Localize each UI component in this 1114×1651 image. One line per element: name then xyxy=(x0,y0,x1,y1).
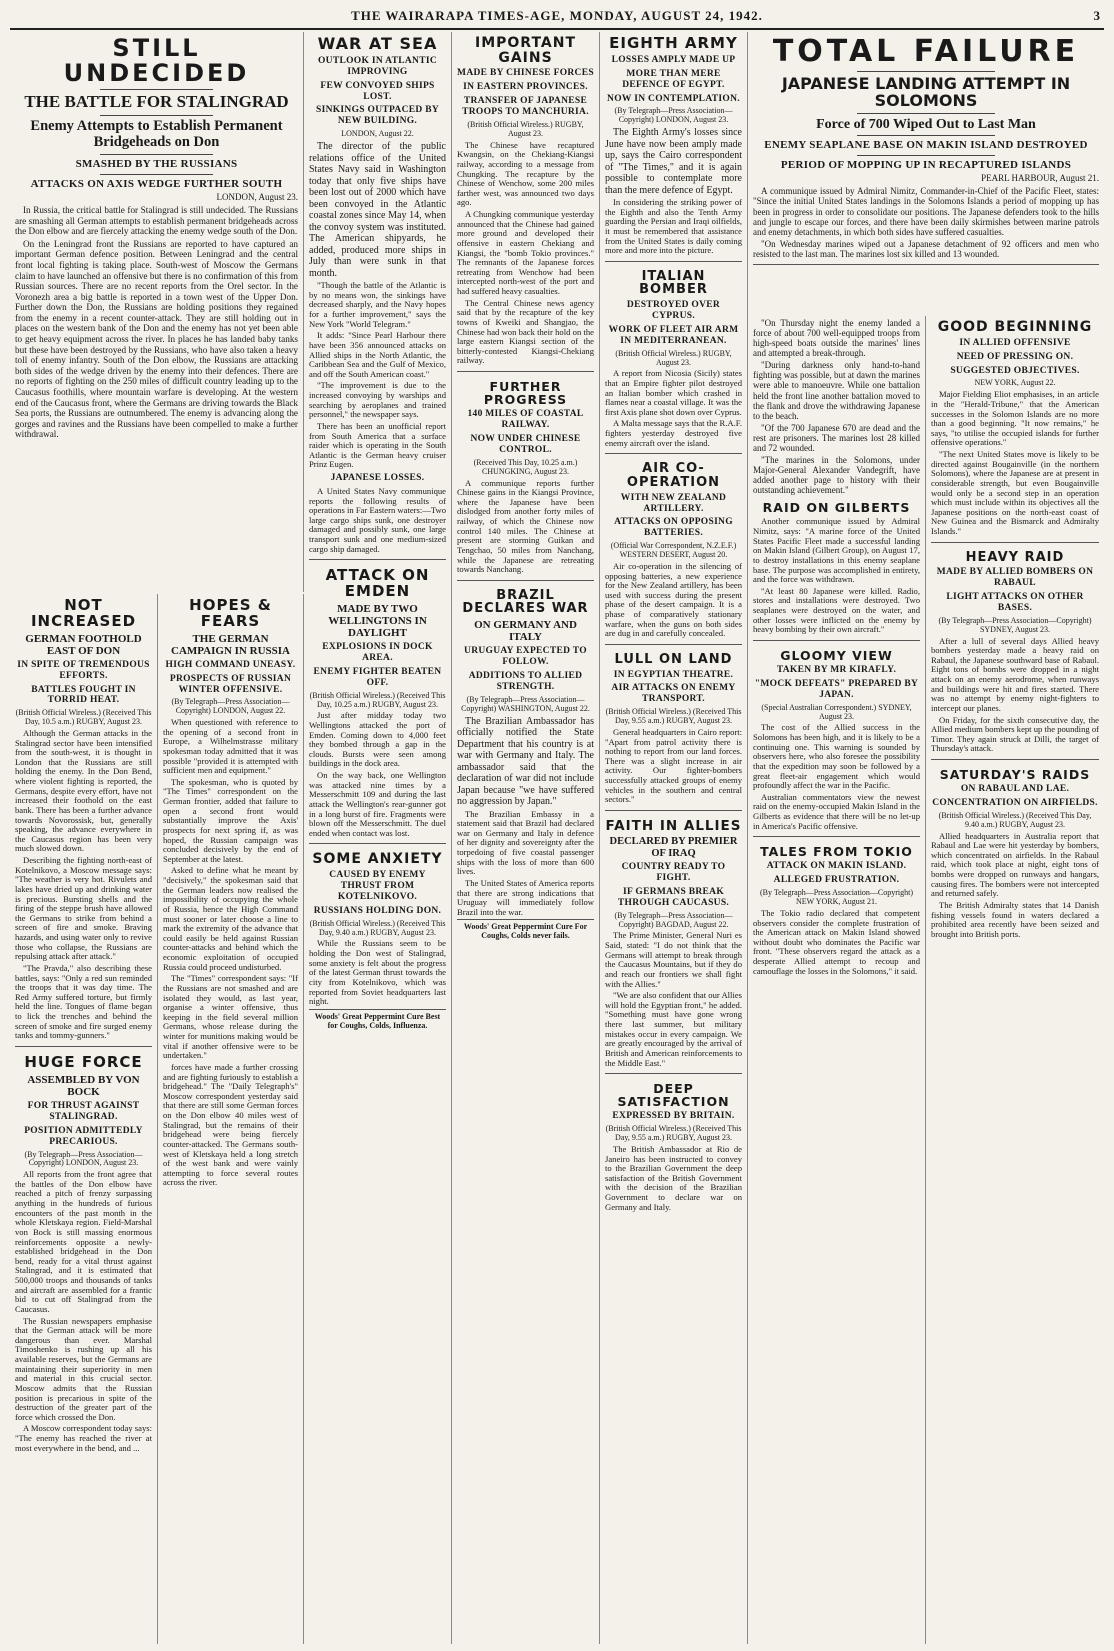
deck: TRANSFER OF JAPANESE TROOPS TO MANCHURIA. xyxy=(462,96,589,118)
paragraph: A Moscow correspondent today says: "The enemy has reached the river at most everywhere in the bend, and ... xyxy=(15,1423,152,1453)
headline: NOT INCREASED xyxy=(30,596,137,630)
deck: IN EASTERN PROVINCES. xyxy=(463,82,588,93)
column-2 xyxy=(158,594,304,1644)
deck: PERIOD OF MOPPING UP IN RECAPTURED ISLANDS xyxy=(780,158,1072,171)
paragraph: A Malta message says that the R.A.F. fighters yesterday destroyed five enemy aircraft over the island. xyxy=(605,418,742,448)
dateline: (By Telegraph—Press Association—Copyright) LONDON, August 23. xyxy=(614,106,733,125)
paragraph: General headquarters in Cairo report: "Apart from patrol activity there is nothing to report from our land forces. There was a slight increase in air activity. Our fighter-bombers successfully attacked groups of enemy vehicles in the southern and central sectors." xyxy=(605,726,742,805)
deck: NEED OF PRESSING ON. xyxy=(956,351,1074,362)
paragraph: "The Pravda," also describing these battles, says: "Only a red sun reminded the troops that it was day time. The Red Army suffered torture, but firmly held the line. Tongues of flame began to lick the trenches and behind the screen of smoke and fire surged enemy tanks and tommy-gunners." xyxy=(15,962,152,1041)
deck: URUGUAY EXPECTED TO FOLLOW. xyxy=(464,646,587,668)
paragraph: The United States of America reports that there are strong indications that Uruguay will immediately follow Brazil into the war. xyxy=(457,877,594,917)
article-italian-bomber xyxy=(605,266,742,455)
deck: ALLEGED FRUSTRATION. xyxy=(773,875,900,886)
deck: EXPLOSIONS IN DOCK AREA. xyxy=(322,642,433,663)
headline: LULL ON LAND xyxy=(614,651,733,667)
paragraph: The Chinese have recaptured Kwangsin, on the Chekiang-Kiangsi railway, according to a message from Chungking. The recapture by the Chinese of Wenchow, some 200 miles farther west, was announced two days ago. xyxy=(457,139,594,208)
dateline: (British Official Wireless.) (Received This Day, 9.55 a.m.) RUGBY, August 23. xyxy=(605,707,742,726)
headline: TALES FROM TOKIO xyxy=(760,844,913,860)
paragraph: "The improvement is due to the increased convoying by warships and searching by aeroplanes and trained personnel," the newspaper says. xyxy=(309,380,446,420)
subheadline: JAPANESE LANDING ATTEMPT IN SOLOMONS xyxy=(781,73,1071,111)
deck: ON RABAUL AND LAE. xyxy=(960,784,1070,795)
article-saturdays-raids xyxy=(931,764,1099,944)
paragraph: The Eighth Army's losses since June have now been amply made up, says the Cairo correspondent of "The Times," and it is again possible to contemplate more than the mere defence of Egypt. xyxy=(605,127,742,196)
article-hopes-fears xyxy=(163,594,298,1193)
paragraph: The British Admiralty states that 14 Danish fishing vessels found in waters declared a prohibited area recently have been seized and brought into British ports. xyxy=(931,899,1099,939)
column-1 xyxy=(10,594,158,1644)
deck: HIGH COMMAND UNEASY. xyxy=(165,659,296,670)
dateline: (Received This Day, 10.25 a.m.) CHUNGKING, August 23. xyxy=(473,457,578,476)
headline: TOTAL FAILURE xyxy=(772,34,1080,69)
deck: CAUSED BY ENEMY THRUST FROM KOTELNIKOVO. xyxy=(329,870,426,903)
dateline: (British Official Wireless.) RUGBY, August 23. xyxy=(615,348,732,367)
dateline: (British Official Wireless.) (Received This Day, 9.40 a.m.) RUGBY, August 23. xyxy=(309,918,446,937)
dateline: (By Telegraph—Press Association—Copyright) BAGDAD, August 22. xyxy=(614,910,733,929)
advertisement: Woods' Great Peppermint Cure Best for Coughs, Colds, Influenza. xyxy=(309,1009,446,1030)
dateline: (British Official Wireless.) (Received This Day, 9.40 a.m.) RUGBY, August 23. xyxy=(938,811,1092,829)
article-faith-in-allies xyxy=(605,815,742,1074)
subheadline-2: Force of 700 Wiped Out to Last Man xyxy=(816,116,1036,132)
paragraph: While the Russians seem to be holding the Don west of Stalingrad, some anxiety is felt about the progress of the latest German thrust towards the city from Kotelnikovo, which was reported from Soviet headquarters last night. xyxy=(309,938,446,1007)
paragraph: The Brazilian Embassy in a statement said that Brazil had declared war on Germany and Italy in defence of her dignity and sovereignty after the torpedoing of five coastal passenger ships with the loss of more than 600 lives. xyxy=(457,808,594,877)
dateline: (British Official Wireless.) (Received This Day, 10.5 a.m.) RUGBY, August 23. xyxy=(15,708,152,727)
dateline: (British Official Wireless.) (Received This Day, 9.55 a.m.) RUGBY, August 23. xyxy=(605,1124,742,1143)
lead-story xyxy=(10,32,304,592)
headline: FURTHER PROGRESS xyxy=(483,379,568,408)
deck: ENEMY SEAPLANE BASE ON MAKIN ISLAND DESTROYED xyxy=(764,139,1088,152)
deck: "MOCK DEFEATS" PREPARED BY JAPAN. xyxy=(754,679,919,700)
article-lull-on-land xyxy=(605,649,742,811)
deck: MORE THAN MERE DEFENCE OF EGYPT. xyxy=(622,68,725,90)
page-number: 3 xyxy=(1093,8,1100,23)
paragraph: On the Leningrad front the Russians are reported to have captured an important German defence position. Between Leningrad and the central front local fighting is taking place. South-west of Moscow the Germans claim to have launched an offensive but there is no confirmation of this from Russian sources. There are no recent reports from the Orel sector. In the Voronezh area a big battle is reported in a town west of the Upper Don. Further down the Don, the Russians are holding positions they regained from the enemy in a recent counter-attack. They are still holding out in places on the western bank of the Don and the enemy has not yet been able to get heavy equipment across the river. In places he has landed baby tanks but these have been destroyed by the Russians, who have also taken a heavy toll of enemy infantry. South of the Don elbow, the Russians are attacking both sides of the wedge driven by the enemy into their defences. There are no reports of fighting on the 250 miles of difficult country leading up to the Caucasus foothills, where mountain warfare is developing. At the western end of the Caucasus front, where the Germans are driving towards the Black Sea ports, the Russians are outnumbered. The enemy is advancing along the gorges and ravines and the Russians have been compelled to make a further withdrawal. xyxy=(15,238,298,440)
paragraph: The Tokio radio declared that competent observers consider the complete frustration of the American attack on Makin Island showed without doubt who dominates the Pacific war front. "These observers regard the attack as a desperate Allied attempt to recoup and camouflage the losses in the Solomons," it said. xyxy=(753,907,920,976)
paragraph: Major Fielding Eliot emphasises, in an article in the "Herald-Tribune," that the American successes in the Solomon Islands are no more than a good beginning. "It now remains," he says, "to utilise the occupied islands for further offensive operations." xyxy=(931,389,1099,448)
headline: EIGHTH ARMY xyxy=(609,34,738,52)
deck: ATTACK ON MAKIN ISLAND. xyxy=(766,861,907,872)
subheadline-2: Enemy Attempts to Establish Permanent Bridgeheads on Don xyxy=(30,118,283,150)
paragraph: A Chungking communique yesterday announced that the Chinese had gained more ground and developed their offensive in eastern Chekiang and Kiangsi, the "bomb Tokio provinces." The remnants of the Japanese forces retreating from Wenchow had been intercepted north-west of the port and had suffered heavy casualties. xyxy=(457,209,594,297)
column-3 xyxy=(304,32,452,1644)
article-still-undecided xyxy=(15,32,298,445)
subheadline: GERMAN FOOTHOLD EAST OF DON xyxy=(25,632,142,657)
masthead-title: THE WAIRARAPA TIMES-AGE, MONDAY, AUGUST 24, 1942. xyxy=(351,8,763,23)
article-deep-satisfaction xyxy=(605,1078,742,1217)
paragraph: Air co-operation in the silencing of opposing batteries, a new experience for the New Zealand artillery, has been used with success during the present phase of the desert campaign. It is a phase of comparatively stationary warfare, when the guns on both sides are dug in and carefully concealed. xyxy=(605,560,742,639)
paragraph: Another communique issued by Admiral Nimitz, says: "A marine force of the United States Pacific Fleet made a successful landing on Makin Island (Gilbert Group), on August 17, to destroy installations in this enemy seaplane base. The purpose was accomplished in entirety, and the force was withdrawn. xyxy=(753,516,920,585)
deck: RUSSIANS HOLDING DON. xyxy=(313,905,442,916)
deck: POSITION ADMITTEDLY PRECARIOUS. xyxy=(24,1125,143,1147)
subheadline: ASSEMBLED BY VON BOCK xyxy=(27,1073,140,1098)
deck: CONCENTRATION ON AIRFIELDS. xyxy=(932,798,1098,809)
subheadline: THE GERMAN CAMPAIGN IN RUSSIA xyxy=(171,632,290,657)
paragraph: "On Thursday night the enemy landed a force of about 700 well-equipped troops from high-speed boats outside the marines' lines and attempted a break-through. xyxy=(753,318,920,359)
paragraph: The Brazilian Ambassador has officially notified the State Department that his country is at war with Germany and Italy. The ambassador said that the declaration of war did not include Japan because "we have suffered no aggression by Japan." xyxy=(457,715,594,808)
subheadline: ON GERMANY AND ITALY xyxy=(474,619,577,644)
article-tales-from-tokio xyxy=(753,841,920,981)
masthead xyxy=(10,6,1104,30)
paragraph: The Central Chinese news agency said that by the recapture of the key towns of Kweiki and Shangjao, the Chinese had won back their hold on the large eastern Kiangsi section of the bitterly-contested Kiangsi-Chekiang railway. xyxy=(457,297,594,366)
paragraph: The spokesman, who is quoted by "The Times" correspondent on the German frontier, added that failure to open a second front would substantially improve the Axis' prospects for next spring if, as was hoped, the Russian campaign was concluded decisively by the end of September at the latest. xyxy=(163,776,298,864)
deck: OUTLOOK IN ATLANTIC IMPROVING xyxy=(317,55,438,77)
deck: WITH NEW ZEALAND ARTILLERY. xyxy=(620,492,727,514)
headline: WAR AT SEA xyxy=(317,34,438,53)
paragraph: Describing the fighting north-east of Kotelnikovo, a Moscow message says: "The weather is very hot. Rivulets and lakes have dried up and drinking water is precious. Bursting shells and the firing of the steppe brush have allowed the Germans to strike from behind a screen of fire and smoke. Braving hazards, and using water only to revive those who collapse, the Russians are repulsing attack after attack." xyxy=(15,855,152,962)
dateline: (By Telegraph—Press Association—Copyright) WASHINGTON, August 22. xyxy=(461,694,590,713)
column-7 xyxy=(926,316,1104,1644)
article-not-increased xyxy=(15,594,152,1047)
deck: NOW IN CONTEMPLATION. xyxy=(607,93,740,104)
paragraph: The Prime Minister, General Nuri es Said, stated: "I do not think that the Germans will attempt to break through the Caucasus Mountains, but if they do and reach our frontiers we shall fight with the Allies." xyxy=(605,930,742,989)
deck: MADE BY CHINESE FORCES xyxy=(457,68,594,79)
paragraph: Asked to define what he meant by "decisively," the spokesman said that the German leaders now realised the impossibility of occupying the whole of Russia, hence the High Command must sooner or later choose a line to mark the extremity of the advance that could easily be held against Russian counter-attacks and behind which the economic exploitation of occupied Russia could proceed undisturbed. xyxy=(163,865,298,972)
dateline: LONDON, August 23. xyxy=(216,192,298,203)
deck: ADDITIONS TO ALLIED STRENGTH. xyxy=(468,671,583,693)
deck: IF GERMANS BREAK THROUGH CAUCASUS. xyxy=(617,887,730,908)
deck: IN SPITE OF TREMENDOUS EFFORTS. xyxy=(17,659,150,681)
subheadline: DECLARED BY PREMIER OF IRAQ xyxy=(609,836,738,859)
column-5 xyxy=(600,32,748,1644)
paragraph: "At least 80 Japanese were killed. Radio, stores and installations were destroyed. Two seaplanes were destroyed on the water, and other losses were inflicted on the enemy by heavy bombing by their own aircraft." xyxy=(753,585,920,635)
subheadline: MADE BY TWO WELLINGTONS IN DAYLIGHT xyxy=(328,602,427,639)
dateline: PEARL HARBOUR, August 21. xyxy=(981,173,1099,184)
deck: PROSPECTS OF RUSSIAN WINTER OFFENSIVE. xyxy=(169,673,292,695)
paragraph: The cost of the Allied success in the Solomons has been high, and it is likely to be a continuing one. This warning is sounded by observers here, who also foresee the possibility that the expedition may soon be followed by a great fleet-air engagement which would profoundly affect the war in the Pacific. xyxy=(753,722,920,791)
paragraph: Australian commentators view the newest raid on the enemy-occupied Makin Island in the Gilberts as evidence that there will be no let-up in America's Pacific offensive. xyxy=(753,791,920,831)
paragraph: On the way back, one Wellington was attacked nine times by a Messerschmitt 109 and during the last attack the Wellington's rear-gunner got in a long burst of fire. Fragments were blown off the Messerschmitt. The duel ended when contact was lost. xyxy=(309,770,446,838)
paragraph: forces have made a further crossing and are fighting furiously to establish a bridgehead." The "Daily Telegraph's" Moscow correspondent yesterday said that there are still some German forces on the Don elbow 40 miles west of Stalingrad, but the remains of their bridgehead were being fiercely counter-attacked. The Germans south-west of Kletskaya held a long stretch of the west bank and were vainly attempting to force several routes across the river. xyxy=(163,1061,298,1188)
deck: SUGGESTED OBJECTIVES. xyxy=(950,365,1080,376)
headline: BRAZIL DECLARES WAR xyxy=(462,587,589,617)
deck: DESTROYED OVER CYPRUS. xyxy=(626,300,721,321)
headline: IMPORTANT GAINS xyxy=(474,35,577,66)
paragraph: In considering the striking power of the Eighth and also the Tenth Army guarding the Persian and Iraqi oilfields, it must be remembered that assistance from the United States is daily coming more and more into the picture. xyxy=(605,197,742,256)
article-total-failure xyxy=(753,32,1099,265)
dateline: (By Telegraph—Press Association—Copyright) LONDON, August 23. xyxy=(24,1149,143,1168)
paragraph: The British Ambassador at Rio de Janeiro has been instructed to convey to the Brazilian Government the deep satisfaction of the British Government with the decision of the Brazilian Government to declare war on Germany and Italy. xyxy=(605,1143,742,1212)
paragraph: A communique reports further Chinese gains in the Kiangsi Province, where the Japanese have been dislodged from another forty miles of railway, of which the Chinese now control 140 miles. The Chinese at present are storming Guikan and Tengchao, 50 miles from Nanchang, while the Japanese are retreating towards Nanchang. xyxy=(457,477,594,575)
paragraph: A report from Nicosia (Sicily) states that an Empire fighter pilot destroyed an Italian bomber which crashed in flames near a coastal village. It was the first Axis plane shot down over Cyprus. xyxy=(605,368,742,417)
headline: GOOD BEGINNING xyxy=(937,319,1093,335)
paragraph: All reports from the front agree that the battles of the Don elbow have reached a pitch of frenzy surpassing anything in the hundreds of furious encounters of the past month in the whole Kletskaya region. Field-Marshal von Bock is still massing enormous reinforcements opposite a newly-established bridgehead in the Don bend, ready for a vital thrust against Stalingrad, and it is estimated that 500,000 troops and thousands of tanks and aircraft are assembled for a frantic bid to cut off Stalingrad from the Caucasus. xyxy=(15,1169,152,1314)
paragraph: Just after midday today two Wellingtons attacked the port of Emden. Coming down to 4,000 feet they bombed through a gap in the clouds. Bursts were seen among buildings in the dock area. xyxy=(309,710,446,769)
article-eighth-army xyxy=(605,32,742,262)
deck: WORK OF FLEET AIR ARM IN MEDITERRANEAN. xyxy=(608,324,739,346)
dateline: (Special Australian Correspondent.) SYDNEY, August 23. xyxy=(761,702,912,721)
deck: 140 MILES OF COASTAL RAILWAY. xyxy=(467,409,584,431)
paragraph: The director of the public relations office of the United States Navy said in Washington today that only five ships have been lost out of 2000 which have been convoyed in the Atlantic coastal zones since May 14, when the convoy system was instituted. The American shipyards, he added, produced more ships in July than were sunk in that month. xyxy=(309,141,446,279)
article-important-gains xyxy=(457,32,594,372)
headline: STILL UNDECIDED xyxy=(63,34,250,88)
deck: IN EGYPTIAN THEATRE. xyxy=(613,669,734,680)
headline: SATURDAY'S RAIDS xyxy=(939,767,1091,783)
article-huge-force xyxy=(15,1051,152,1458)
paragraph: The Russian newspapers emphasise that the German attack will be more dangerous than ever. Marshal Timoshenko is rushing up all his available reserves, but the Germans are maintaining their superiority in men and material in this crucial sector. Moscow admits that the Russian position is precarious in spite of the destruction of the greater part of the force which crossed the Don. xyxy=(15,1315,152,1422)
paragraph: When questioned with reference to the opening of a second front in Europe, a Wilhelmstrasse military spokesman today admitted that it was possible "provided it is attempted with sufficient men and equipment." xyxy=(163,717,298,776)
paragraph: There has been an unofficial report from South America that a surface raider which is operating in the South Atlantic is the German heavy cruiser Prinz Eugen. xyxy=(309,420,446,470)
deck: ATTACKS ON OPPOSING BATTERIES. xyxy=(614,517,733,539)
article-brazil xyxy=(457,585,594,944)
deck: LIGHT ATTACKS ON OTHER BASES. xyxy=(946,592,1084,614)
article-further-progress xyxy=(457,376,594,581)
paragraph: After a lull of several days Allied heavy bombers yesterday made a heavy raid on Rabaul, the Japanese southward base of Rabaul. Eight tons of bombs were dropped in a night attack on an enemy aerodrome, when runways and buildings were hit and fires started. There was no attempt by enemy night-fighters to intercept our planes. xyxy=(931,635,1099,713)
deck: LOSSES AMPLY MADE UP xyxy=(611,54,736,65)
article-heavy-raid xyxy=(931,547,1099,760)
deck: BATTLES FOUGHT IN TORRID HEAT. xyxy=(31,684,136,706)
article-gloomy-view xyxy=(753,645,920,837)
article-good-beginning xyxy=(931,316,1099,543)
advertisement: Woods' Great Peppermint Cure For Coughs, Colds never fails. xyxy=(457,919,594,940)
paragraph: Allied headquarters in Australia report that Rabaul and Lae were hit yesterday by bombers, which concentrated on airfields. In the Rabaul raid, which took place at night, eight tons of bombs were dropped on runways and hangars, causing fires. The bombers were not intercepted and returned safely. xyxy=(931,830,1099,899)
dateline: LONDON, August 22. xyxy=(341,129,414,139)
dateline: NEW YORK, August 22. xyxy=(974,378,1056,388)
paragraph: In Russia, the critical battle for Stalingrad is still undecided. The Russians are smashing all German attempts to establish permanent bridgeheads across the Don elbow and are fiercely attacking the enemy wedge south of the Don. xyxy=(15,205,298,237)
deck: IN ALLIED OFFENSIVE xyxy=(959,337,1071,348)
column-6 xyxy=(748,316,926,1644)
paragraph: On Friday, for the sixth consecutive day, the Allied medium bombers kept up the pounding of Timor. They again struck at Dilli, the target of Thursday's attack. xyxy=(931,714,1099,754)
paragraph: "The marines in the Solomons, under Major-General Alexander Vandegrift, have added another page to history with their outstanding achievement." xyxy=(753,455,920,496)
dateline: (By Telegraph—Press Association—Copyright) NEW YORK, August 21. xyxy=(759,888,914,907)
deck: EXPRESSED BY BRITAIN. xyxy=(612,1111,735,1122)
headline: ATTACK ON EMDEN xyxy=(325,566,430,601)
headline: RAID ON GILBERTS xyxy=(762,500,911,516)
dateline: (By Telegraph—Press Association—Copyright) LONDON, August 22. xyxy=(171,697,290,716)
total-failure-story xyxy=(748,32,1104,312)
deck: TAKEN BY MR KIRAFLY. xyxy=(776,665,897,676)
deck: FEW CONVOYED SHIPS LOST. xyxy=(320,80,435,102)
dateline: (British Official Wireless.) RUGBY, August 23. xyxy=(467,120,584,138)
column-4 xyxy=(452,32,600,1644)
headline: HEAVY RAID xyxy=(965,549,1065,565)
dateline: (Official War Correspondent, N.Z.E.F.) WESTERN DESERT, August 20. xyxy=(610,541,737,560)
article-attack-emden xyxy=(309,564,446,844)
deck: NOW UNDER CHINESE CONTROL. xyxy=(470,434,581,456)
deck: SINKINGS OUTPACED BY NEW BUILDING. xyxy=(315,105,439,127)
headline: GLOOMY VIEW xyxy=(780,647,893,663)
article-some-anxiety xyxy=(309,848,446,1032)
section-subhead: JAPANESE LOSSES. xyxy=(330,473,425,483)
paragraph: "We are also confident that our Allies will hold the Egyptian front," he added. "Something must have gone wrong there last summer, but military mistakes occur in every campaign. We are greatly encouraged by the arrival of British and American reinforcements to the Middle East." xyxy=(605,990,742,1068)
headline: DEEP SATISFACTION xyxy=(617,1081,730,1110)
headline: HUGE FORCE xyxy=(24,1052,143,1071)
deck: ATTACKS ON AXIS WEDGE FURTHER SOUTH xyxy=(30,177,283,190)
paragraph: The "Times" correspondent says: "If the Russians are not smashed and are isolated they would, as last year, organise a winter offensive, thus keeping in the field several million Germans, whose release during the winter for munitions making would be vital if another offensive were to be undertaken." xyxy=(163,973,298,1061)
paragraph: "The next United States move is likely to be directed against Bougainville (in the northern Solomons), where the Japanese are at present in considerable strength, but even Bougainville would only be a second step in an operation which must include within its objectives all the Japanese positions on the north-east coast of New Guinea and the Bismarck and Admiralty Islands." xyxy=(931,449,1099,536)
headline: ITALIAN BOMBER xyxy=(639,268,708,298)
deck: SMASHED BY THE RUSSIANS xyxy=(75,157,238,170)
subheadline: THE BATTLE FOR STALINGRAD xyxy=(24,92,289,112)
article-raid-on-gilberts xyxy=(753,497,920,641)
headline: AIR CO-OPERATION xyxy=(626,461,721,490)
deck: COUNTRY READY TO FIGHT. xyxy=(621,862,726,884)
paragraph: A United States Navy communique reports the following results of operations in Far Eastern waters:—Two large cargo ships sunk, one destroyer damaged and possibly sunk, one large transport sunk and one medium-sized cargo ship damaged. xyxy=(309,485,446,554)
paragraph: Although the German attacks in the Stalingrad sector have been intensified from the south-west, it is thought in London that the Russians are still holding the enemy. In the Don Bend, where violent fighting is reported, the Germans, despite every effort, have not increased their foothold on the east bank. There has been a further advance towards Novorossisk, but, generally speaking, the advance everywhere in the Caucasus region has been very much slowed down. xyxy=(15,727,152,854)
headline: HOPES & FEARS xyxy=(189,596,272,630)
article-war-at-sea xyxy=(309,32,446,560)
paragraph: "During darkness only hand-to-hand fighting was possible, but at dawn the marines were able to manoeuvre. While one battalion held the front line another battalion moved to the flank and drove the withdrawing Japanese to the beach. xyxy=(753,360,920,421)
deck: AIR ATTACKS ON ENEMY TRANSPORT. xyxy=(611,683,736,705)
deck: MADE BY ALLIED BOMBERS ON RABAUL xyxy=(936,567,1094,589)
paragraph: A communique issued by Admiral Nimitz, Commander-in-Chief of the Pacific Fleet, states: "Since the initial United States landings in the Solomons Islands a period of mopping up has been in progress in order to consolidate our positions. The Japanese defenders took to the hills and jungle to escape our forces, and there have been daily skirmishes between marine patrols and enemy detachments, in which both sides have suffered casualties. xyxy=(753,186,1099,237)
article-air-cooperation xyxy=(605,458,742,645)
paragraph: "On Wednesday marines wiped out a Japanese detachment of 92 officers and men who resisted to the last man. The marines lost six killed and 13 wounded. xyxy=(753,239,1099,260)
dateline: (By Telegraph—Press Association—Copyright) SYDNEY, August 23. xyxy=(938,615,1092,634)
deck: ENEMY FIGHTER BEATEN OFF. xyxy=(313,666,442,688)
paragraph: "Of the 700 Japanese 670 are dead and the rest are prisoners. The marines lost 28 killed and 72 wounded. xyxy=(753,422,920,453)
deck: FOR THRUST AGAINST STALINGRAD. xyxy=(27,1100,140,1122)
headline: SOME ANXIETY xyxy=(312,851,443,868)
dateline: (British Official Wireless.) (Received This Day, 10.25 a.m.) RUGBY, August 23. xyxy=(309,690,446,709)
paragraph: It adds: "Since Pearl Harbour there have been 356 announced attacks on Allied ships in the North Atlantic, the Caribbean Sea and the Gulf of Mexico, and off the South American coast." xyxy=(309,330,446,379)
headline: FAITH IN ALLIES xyxy=(605,817,742,834)
paragraph: "Though the battle of the Atlantic is by no means won, the sinkings have decreased sharply, and the Navy hopes for a further improvement," says the New York "World Telegram." xyxy=(309,280,446,329)
